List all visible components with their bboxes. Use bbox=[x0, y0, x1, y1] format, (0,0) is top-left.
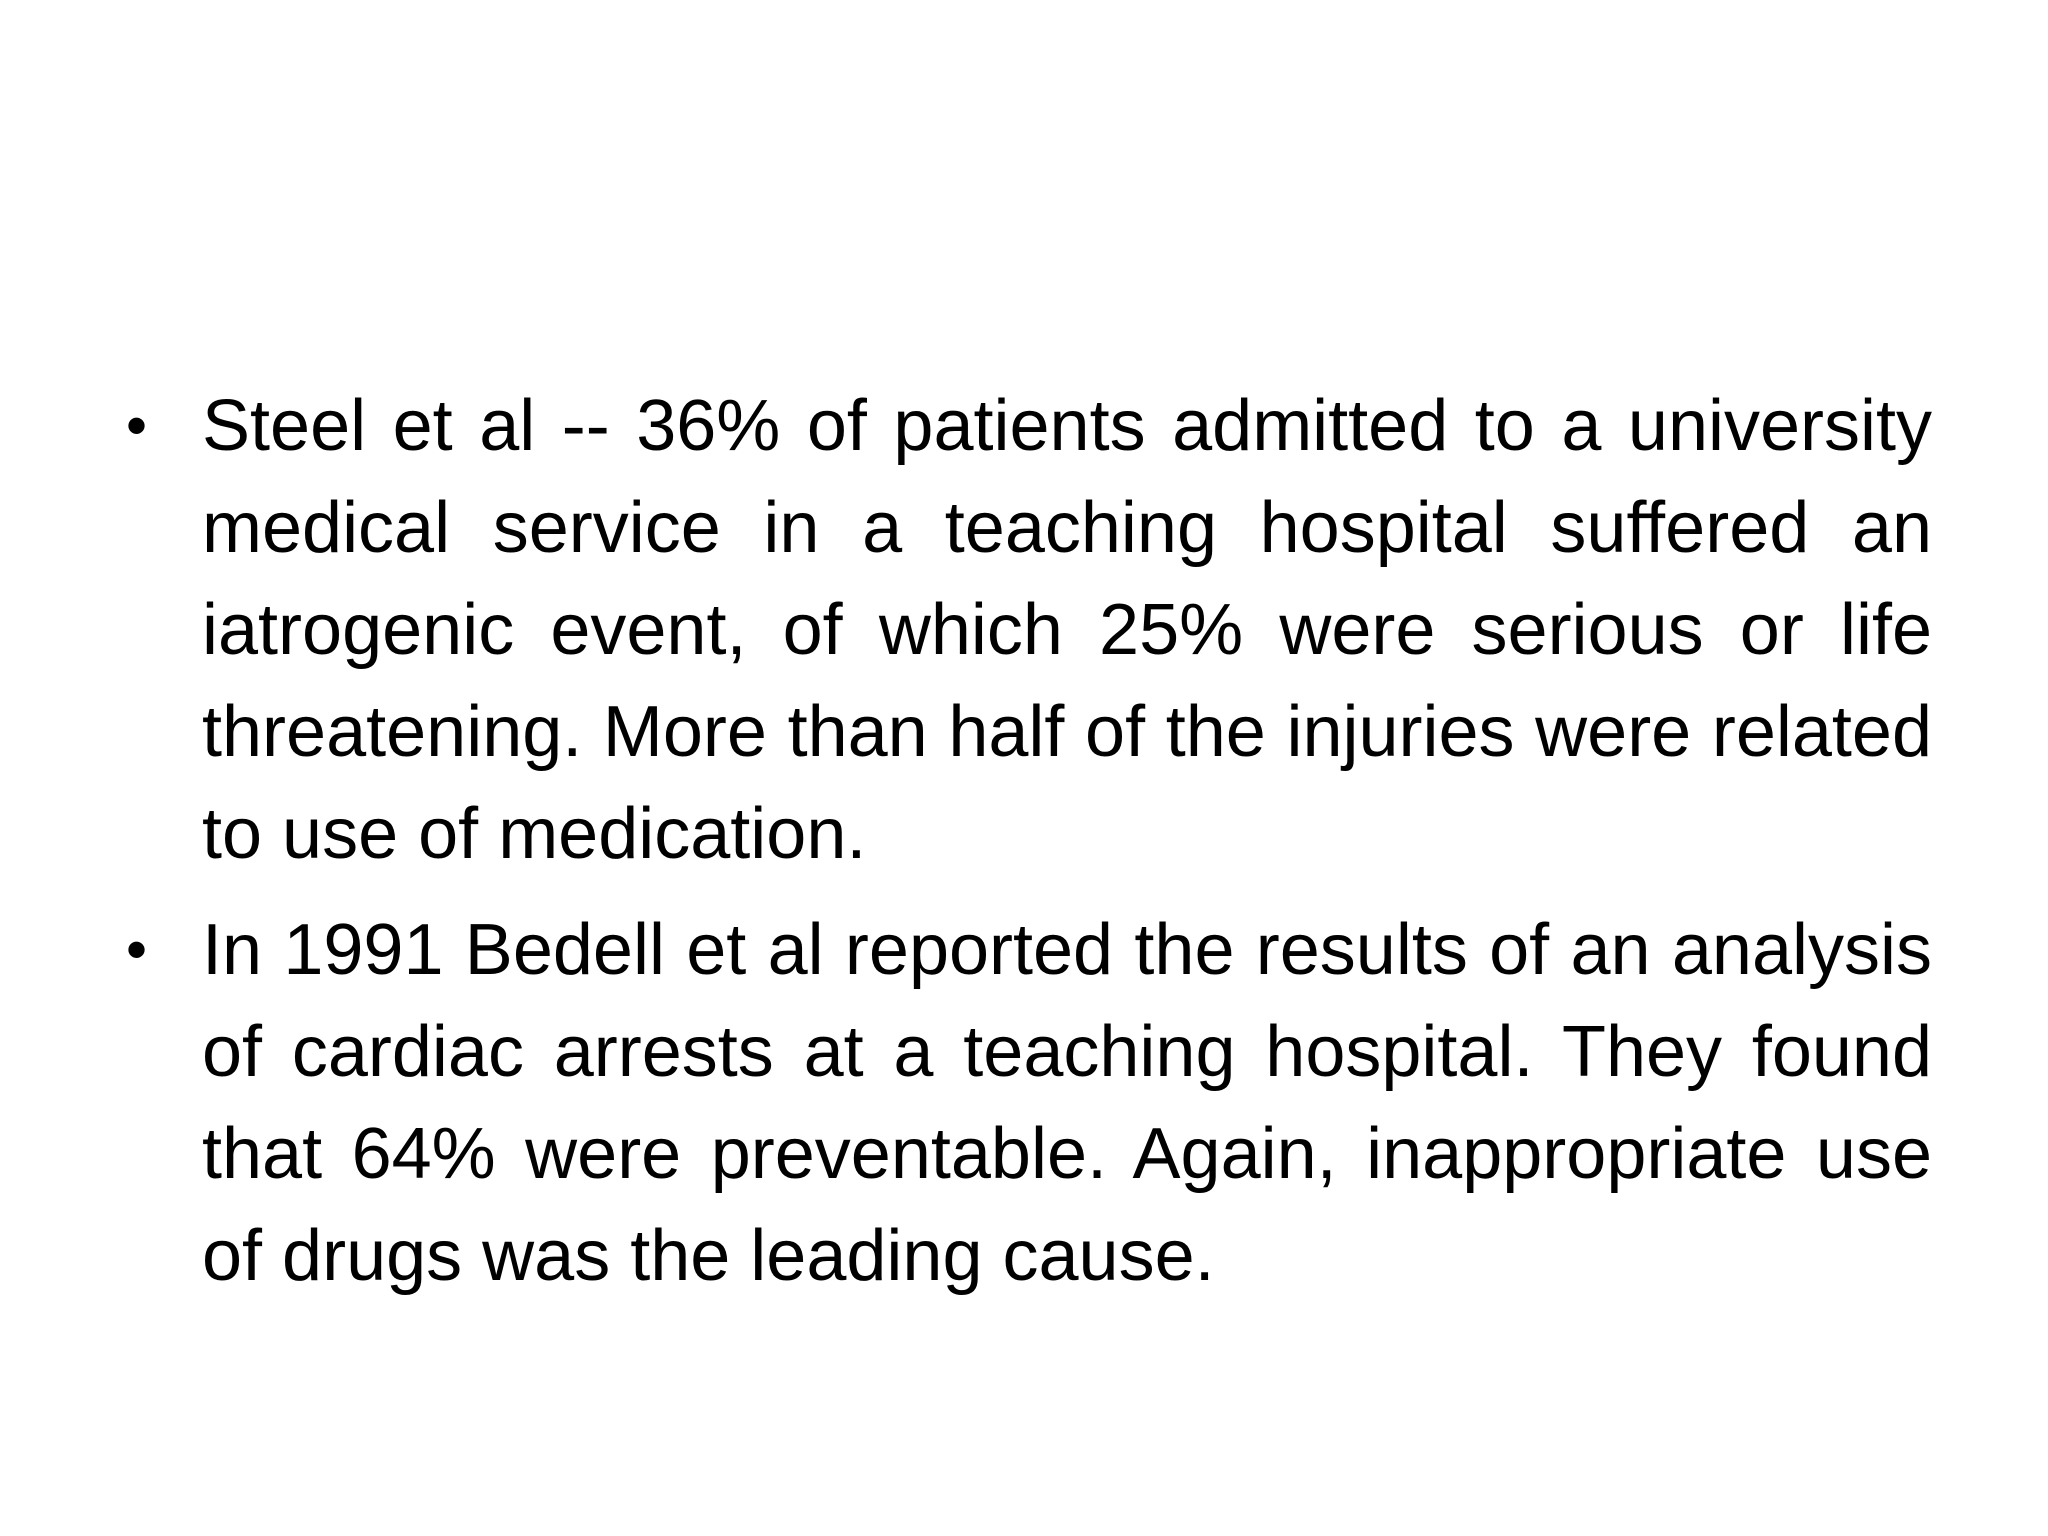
bullet-icon: • bbox=[126, 392, 148, 459]
bullet-text: Steel et al -- 36% of patients admitted to a university medical service in a teaching hospital suffered an iatrogenic event, of which 25% were serious or life threatening. More than half of the injuries were related to use of medication. bbox=[202, 386, 1932, 874]
bullet-text: In 1991 Bedell et al reported the results of an analysis of cardiac arrests at a teaching hospital. They found that 64% were preventable. Again, inappropriate use of drugs was the leading cause. bbox=[202, 910, 1932, 1296]
bullet-item-bedell bbox=[124, 899, 1932, 1307]
bullet-list bbox=[124, 375, 1932, 1321]
bullet-icon: • bbox=[126, 916, 148, 983]
bullet-item-steel bbox=[124, 375, 1932, 885]
